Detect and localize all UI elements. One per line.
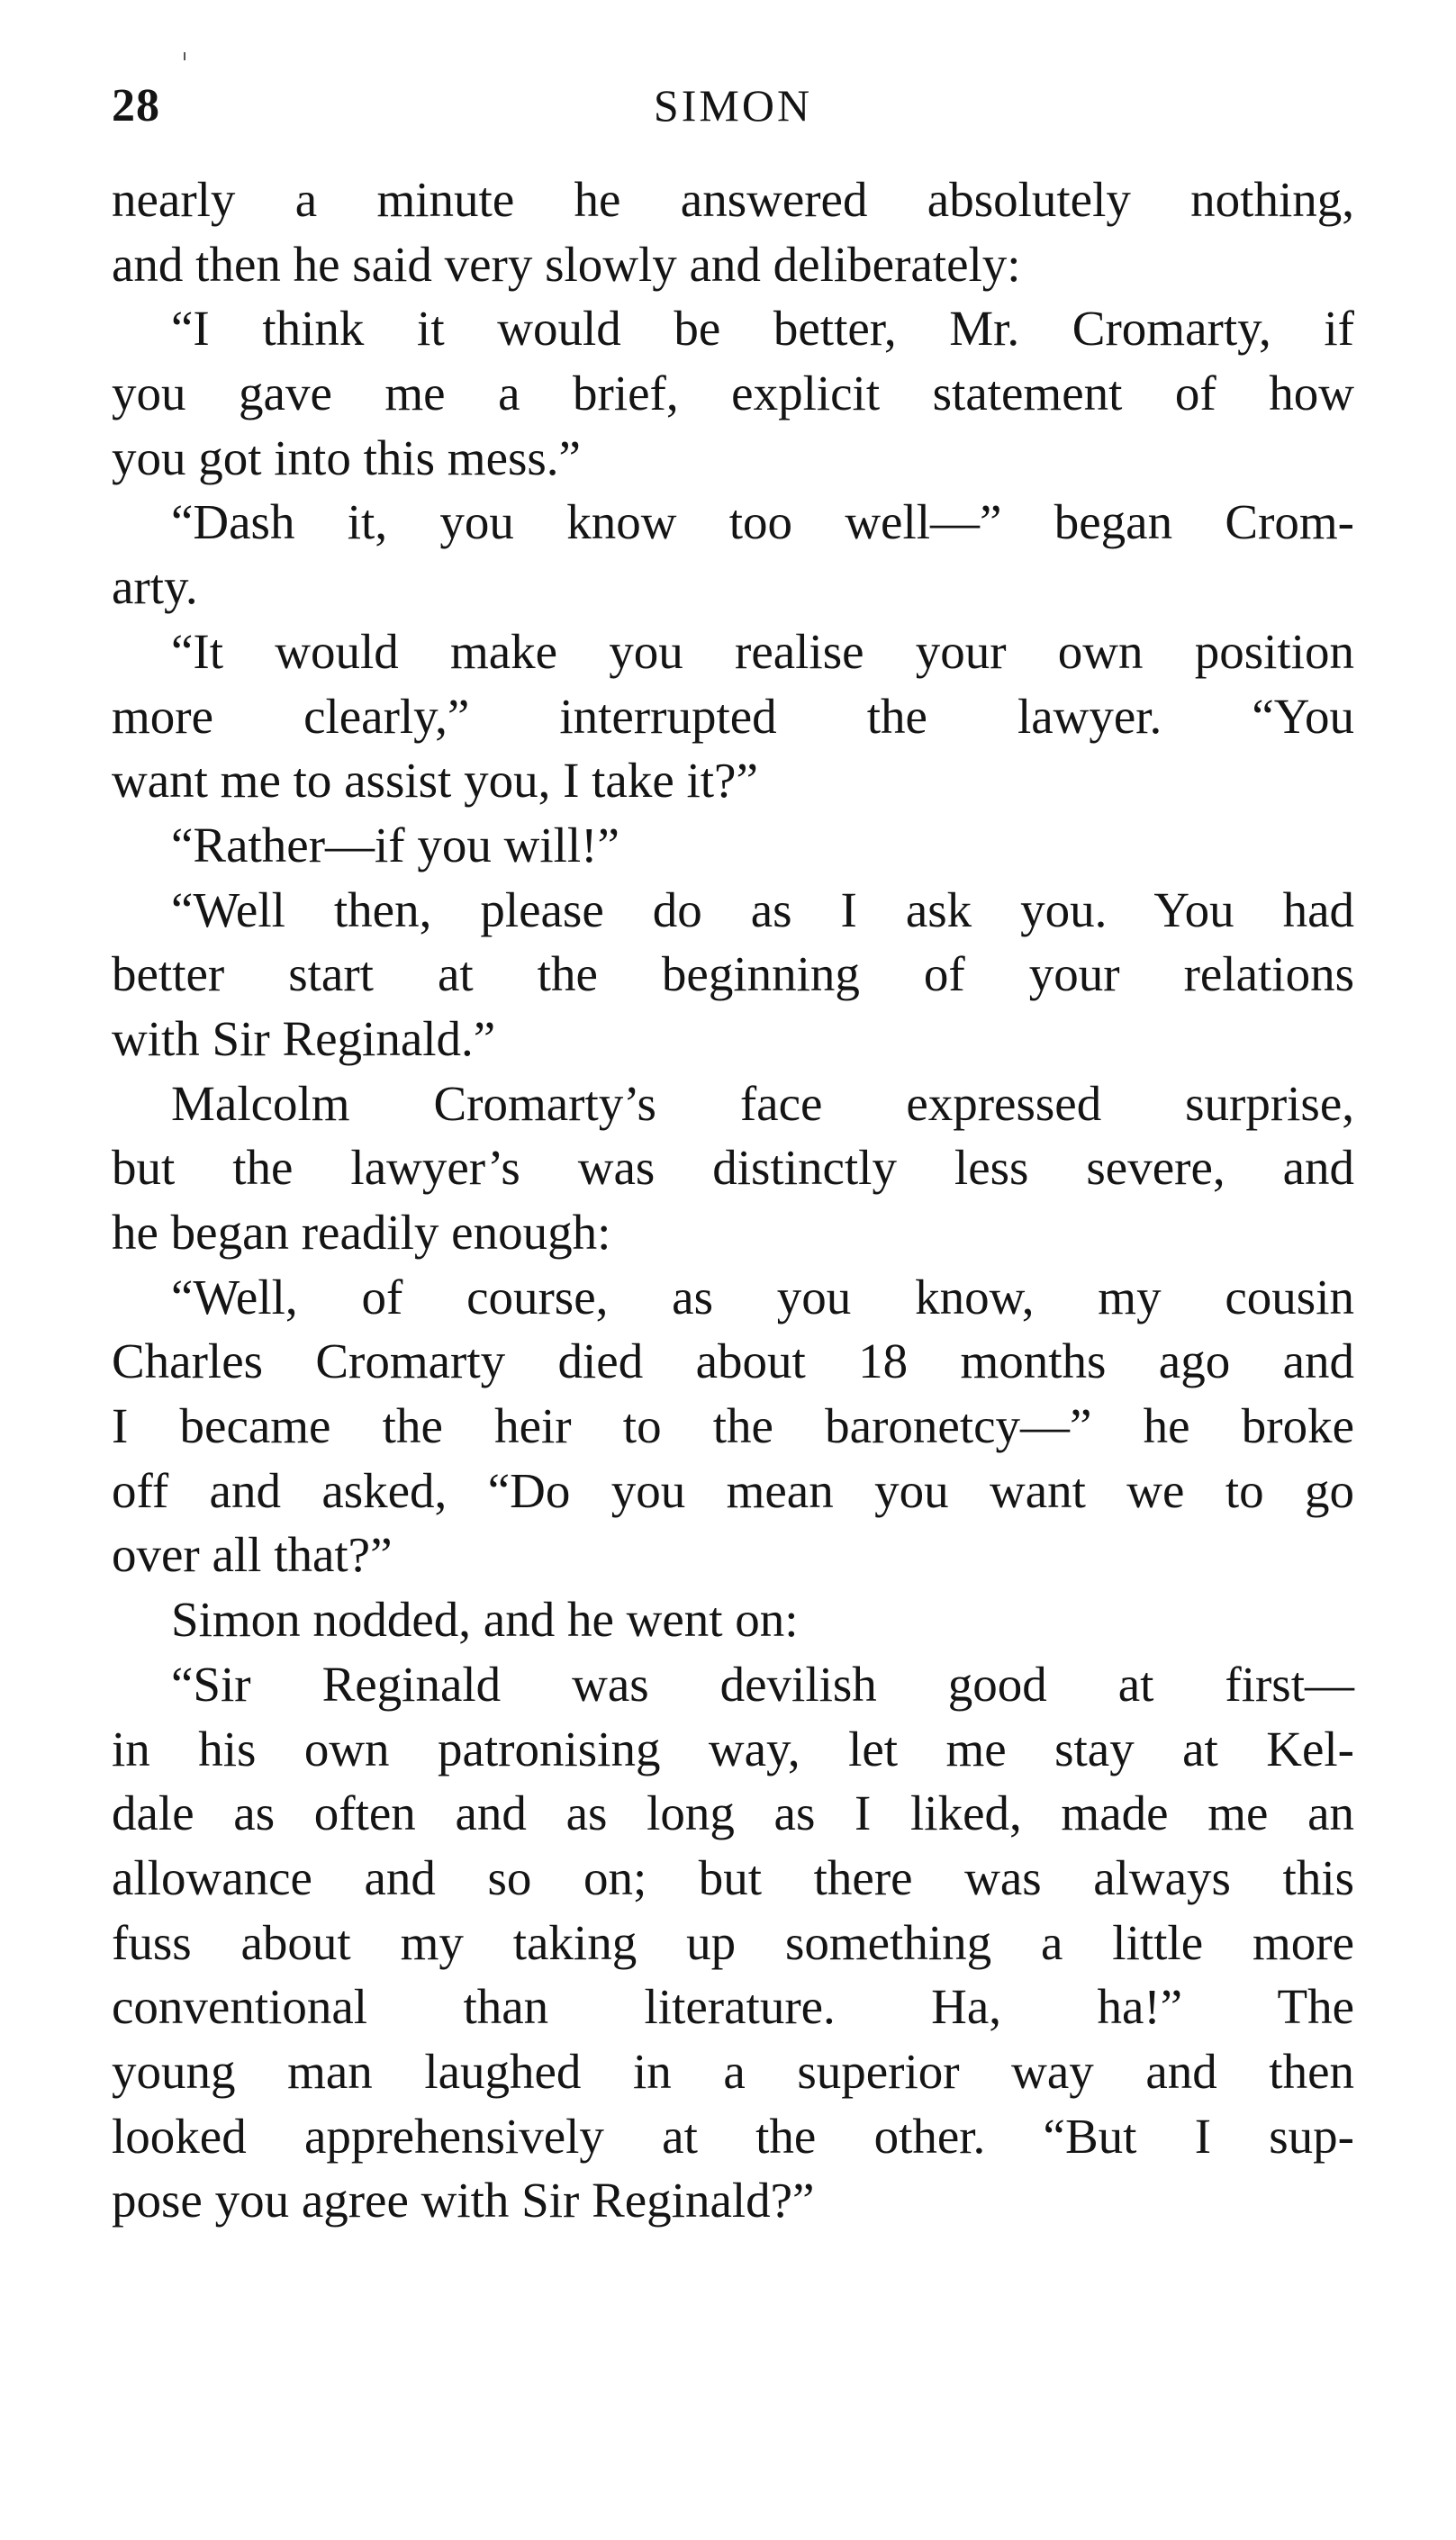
text-line: better start at the beginning of your relations	[112, 946, 1354, 1002]
text-line: “Rather—if you will!”	[171, 817, 619, 872]
text-line: dale as often and as long as I liked, made me an	[112, 1785, 1354, 1841]
text-line: young man laughed in a superior way and then	[112, 2043, 1354, 2099]
text-line: looked apprehensively at the other. “But I sup-	[112, 2108, 1354, 2164]
running-head: SIMON	[653, 80, 813, 131]
text-line: “I think it would be better, Mr. Cromarty, if	[171, 301, 1354, 357]
text-line: Charles Cromarty died about 18 months ago and	[112, 1333, 1354, 1389]
page-header	[112, 79, 1354, 142]
text-line: “Dash it, you know too well—” began Crom-	[171, 494, 1354, 550]
text-line: you got into this mess.”	[112, 429, 581, 485]
text-line: he began readily enough:	[112, 1205, 611, 1260]
text-line: in his own patronising way, let me stay at Kel-	[112, 1721, 1354, 1776]
text-line: nearly a minute he answered absolutely nothing,	[112, 172, 1354, 227]
text-line: and then he said very slowly and deliberately:	[112, 236, 1021, 292]
text-line: arty.	[112, 559, 198, 615]
text-line: Simon nodded, and he went on:	[171, 1592, 799, 1648]
text-line: with Sir Reginald.”	[112, 1010, 496, 1066]
text-line: conventional than literature. Ha, ha!” The	[112, 1979, 1354, 2035]
text-line: over all that?”	[112, 1527, 393, 1583]
body-text	[112, 167, 1354, 2233]
page-number: 28	[112, 80, 160, 131]
text-line: “It would make you realise your own position	[171, 623, 1354, 679]
text-line: “Well then, please do as I ask you. You had	[171, 881, 1354, 937]
text-line: off and asked, “Do you mean you want we to go	[112, 1462, 1354, 1518]
text-line: I became the heir to the baronetcy—” he broke	[112, 1398, 1354, 1454]
text-line: more clearly,” interrupted the lawyer. “You	[112, 688, 1354, 744]
text-line: allowance and so on; but there was always this	[112, 1849, 1354, 1905]
text-line: fuss about my taking up something a little more	[112, 1914, 1354, 1970]
text-line: Malcolm Cromarty’s face expressed surprise,	[171, 1075, 1354, 1131]
text-line: “Well, of course, as you know, my cousin	[171, 1269, 1354, 1324]
text-line: pose you agree with Sir Reginald?”	[112, 2173, 815, 2228]
print-speck	[184, 52, 185, 60]
text-line: you gave me a brief, explicit statement of how	[112, 366, 1354, 421]
text-line: “Sir Reginald was devilish good at first—	[171, 1656, 1354, 1712]
text-line: but the lawyer’s was distinctly less severe, and	[112, 1140, 1354, 1196]
text-line: want me to assist you, I take it?”	[112, 753, 758, 809]
